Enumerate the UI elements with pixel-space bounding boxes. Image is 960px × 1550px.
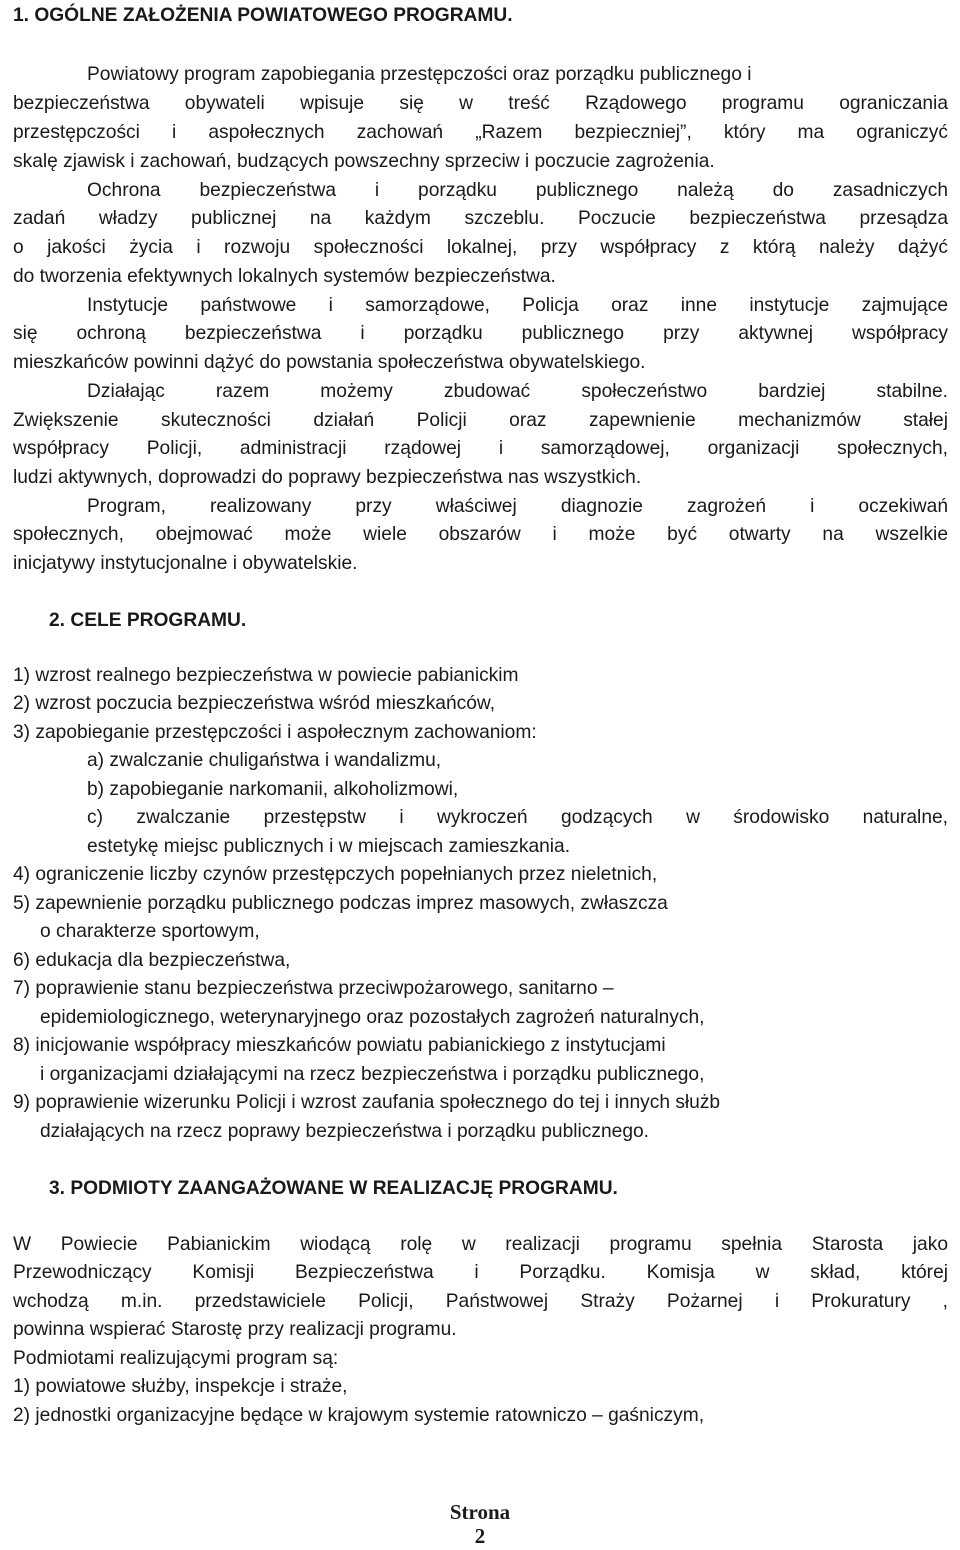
goal-item: 5) zapewnienie porządku publicznego podczas imprez masowych, zwłaszcza: [13, 893, 668, 914]
goal-item-continuation: epidemiologicznego, weterynaryjnego oraz pozostałych zagrożeń naturalnych,: [40, 1007, 705, 1028]
section-3-line: W Powiecie Pabianickim wiodącą rolę w realizacji programu spełnia Starosta jako: [13, 1234, 948, 1255]
section-1-line: Ochrona bezpieczeństwa i porządku publicznego należą do zasadniczych: [87, 180, 948, 201]
goal-item-continuation: działających na rzecz poprawy bezpieczeństwa i porządku publicznego.: [40, 1121, 650, 1142]
goal-item: 1) wzrost realnego bezpieczeństwa w powiecie pabianickim: [13, 665, 519, 686]
goal-item: 8) inicjowanie współpracy mieszkańców powiatu pabianickiego z instytucjami: [13, 1035, 666, 1056]
section-3-line: wchodzą m.in. przedstawiciele Policji, Państwowej Straży Pożarnej i Prokuratury ,: [13, 1291, 948, 1312]
goal-item-continuation: o charakterze sportowym,: [40, 921, 260, 942]
section-1-line: do tworzenia efektywnych lokalnych systemów bezpieczeństwa.: [13, 266, 556, 287]
section-1-line: Działając razem możemy zbudować społeczeństwo bardziej stabilne.: [87, 381, 948, 402]
goal-subitem: b) zapobieganie narkomanii, alkoholizmowi,: [87, 779, 459, 800]
goal-subitem-continuation: estetykę miejsc publicznych i w miejscach zamieszkania.: [87, 836, 571, 857]
section-1-line: bezpieczeństwa obywateli wpisuje się w treść Rządowego programu ograniczania: [13, 93, 948, 114]
section-1-line: inicjatywy instytucjonalne i obywatelskie.: [13, 553, 358, 574]
section-1-line: skalę zjawisk i zachowań, budzących powszechny sprzeciw i poczucie zagrożenia.: [13, 151, 715, 172]
goal-item-continuation: i organizacjami działającymi na rzecz bezpieczeństwa i porządku publicznego,: [40, 1064, 705, 1085]
entity-item: 1) powiatowe służby, inspekcje i straże,: [13, 1376, 348, 1397]
section-3-heading: 3. PODMIOTY ZAANGAŻOWANE W REALIZACJĘ PROGRAMU.: [49, 1178, 618, 1199]
goal-item: 7) poprawienie stanu bezpieczeństwa przeciwpożarowego, sanitarno –: [13, 978, 614, 999]
goal-item: 2) wzrost poczucia bezpieczeństwa wśród mieszkańców,: [13, 693, 496, 714]
section-1-line: mieszkańców powinni dążyć do powstania społeczeństwa obywatelskiego.: [13, 352, 646, 373]
page-label: Strona: [449, 1500, 511, 1524]
goal-subitem: c) zwalczanie przestępstw i wykroczeń godzących w środowisko naturalne,: [87, 807, 948, 828]
page-number: 2: [474, 1524, 486, 1548]
section-3-line: Przewodniczący Komisji Bezpieczeństwa i Porządku. Komisja w skład, której: [13, 1262, 948, 1283]
section-1-line: Instytucje państwowe i samorządowe, Policja oraz inne instytucje zajmujące: [87, 295, 948, 316]
section-1-line: Program, realizowany przy właściwej diagnozie zagrożeń i oczekiwań: [87, 496, 948, 517]
goal-item: 9) poprawienie wizerunku Policji i wzrost zaufania społecznego do tej i innych służb: [13, 1092, 721, 1113]
goal-item: 4) ograniczenie liczby czynów przestępczych popełnianych przez nieletnich,: [13, 864, 658, 885]
section-1-line: współpracy Policji, administracji rządowej i samorządowej, organizacji społecznych,: [13, 438, 948, 459]
section-1-line: zadań władzy publicznej na każdym szczeblu. Poczucie bezpieczeństwa przesądza: [13, 208, 948, 229]
section-1-line: ludzi aktywnych, doprowadzi do poprawy bezpieczeństwa nas wszystkich.: [13, 467, 642, 488]
section-1-line: Powiatowy program zapobiegania przestępczości oraz porządku publicznego i: [87, 64, 752, 85]
goal-subitem: a) zwalczanie chuligaństwa i wandalizmu,: [87, 750, 442, 771]
goal-item: 3) zapobieganie przestępczości i aspołecznym zachowaniom:: [13, 722, 537, 743]
section-1-line: Zwiększenie skuteczności działań Policji oraz zapewnienie mechanizmów stałej: [13, 410, 948, 431]
section-3-line: powinna wspierać Starostę przy realizacji programu.: [13, 1319, 457, 1340]
section-1-line: społecznych, obejmować może wiele obszarów i może być otwarty na wszelkie: [13, 524, 948, 545]
section-1-heading: 1. OGÓLNE ZAŁOŻENIA POWIATOWEGO PROGRAMU.: [13, 5, 513, 26]
section-1-line: przestępczości i aspołecznych zachowań „Razem bezpieczniej”, który ma ograniczyć: [13, 122, 948, 143]
section-1-line: o jakości życia i rozwoju społeczności lokalnej, przy współpracy z którą należy dążyć: [13, 237, 948, 258]
section-2-heading: 2. CELE PROGRAMU.: [49, 610, 247, 631]
section-3-line: Podmiotami realizującymi program są:: [13, 1348, 339, 1369]
goal-item: 6) edukacja dla bezpieczeństwa,: [13, 950, 291, 971]
section-1-line: się ochroną bezpieczeństwa i porządku publicznego przy aktywnej współpracy: [13, 323, 948, 344]
entity-item: 2) jednostki organizacyjne będące w krajowym systemie ratowniczo – gaśniczym,: [13, 1405, 705, 1426]
